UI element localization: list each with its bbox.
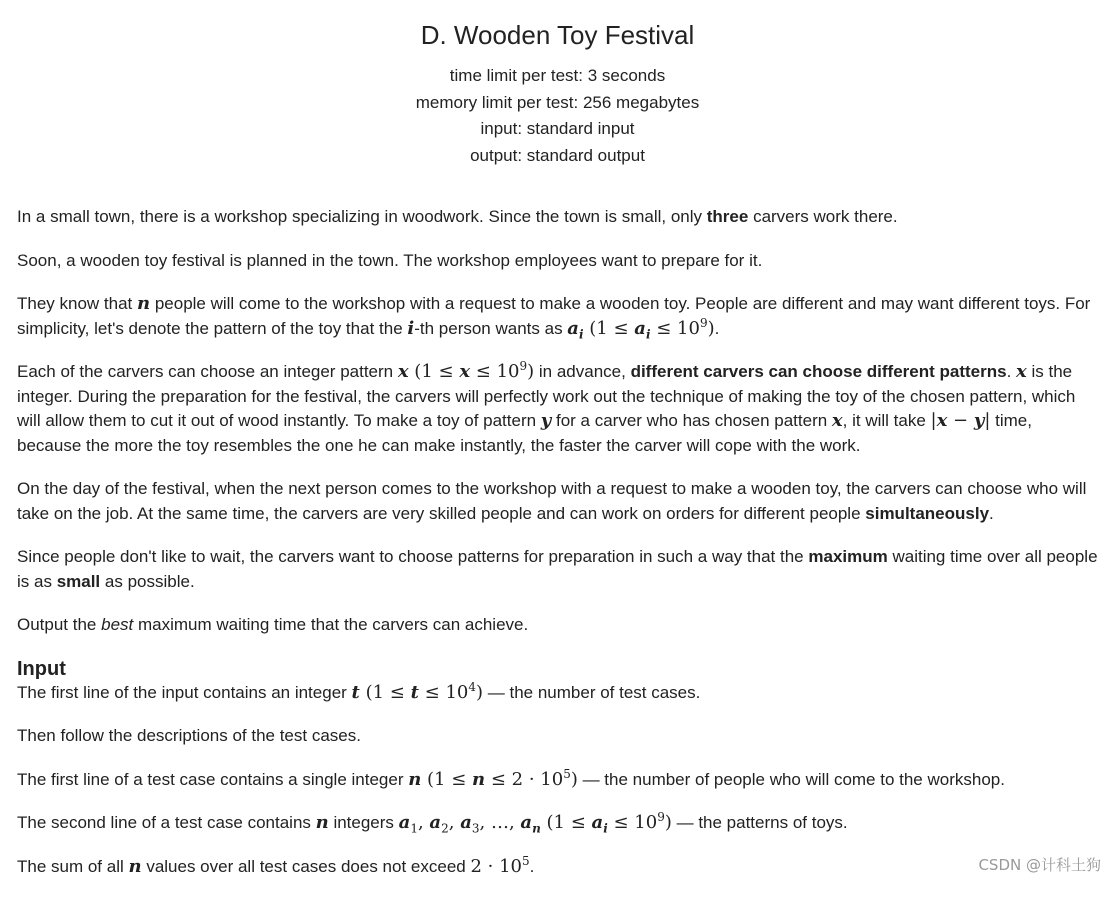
statement-paragraph-4: Each of the carvers can choose an integer pattern x $(1 \le x \le 10^9)$ in advance, different carvers can choose different patterns. x is the integer. During the preparation for the festival, the carvers will perfectly work out the technique of making the toy of the chosen pattern, which will allow them to cut it out of wood instantly. To make a toy of pattern y for a carver who has chosen pattern x, it will take |x − y| time, because the more the toy resembles the one he can make instantly, the faster the carver will cope with the work. [17, 359, 1076, 455]
csdn-watermark: CSDN @计科土狗 [978, 856, 1101, 874]
input-line-2: Then follow the descriptions of the test cases. [17, 726, 361, 745]
input-spec: input: standard input [480, 119, 635, 138]
statement-paragraph-2: Soon, a wooden toy festival is planned in the town. The workshop employees want to prepare for it. [17, 250, 763, 270]
problem-title: D. Wooden Toy Festival [420, 20, 695, 50]
statement-paragraph-5: On the day of the festival, when the next person comes to the workshop with a request to make a wooden toy, the carvers can choose who will take on the job. At the same time, the carvers are very skilled people and can work on orders for different people simultaneously. [17, 479, 1087, 523]
input-line-3: The first line of a test case contains a single integer n $(1 \le n \le 2 \cdot 10^5)$ — the number of people who will come to the workshop. [17, 766, 1005, 790]
statement-paragraph-6: Since people don't like to wait, the carvers want to choose patterns for preparation in such a way that the maximum waiting time over all people is as small as possible. [17, 547, 1098, 591]
problem-limits [0, 63, 1115, 169]
problem-statement [17, 205, 1098, 898]
statement-paragraph-3: They know that n people will come to the workshop with a request to make a wooden toy. People are different and may want different toys. For simplicity, let's denote the pattern of the toy that the i-th person wants as $a_i$ $(1 \le a_i \le 10^9)$. [17, 293, 1091, 342]
problem-header [0, 20, 1115, 169]
input-line-5: The sum of all n values over all test cases does not exceed $2 \cdot 10^5$. [17, 853, 535, 877]
output-spec: output: standard output [470, 145, 645, 165]
memory-limit: memory limit per test: 256 megabytes [415, 92, 700, 112]
input-heading: Input [17, 657, 66, 680]
statement-paragraph-1: In a small town, there is a workshop specializing in woodwork. Since the town is small, only three carvers work there. [17, 207, 898, 226]
input-line-4: The second line of a test case contains n integers $a_1$, $a_2$, $a_3$, …, $a_n$ $(1 \le a_i \le 10^9)$ — the patterns of toys. [17, 810, 848, 836]
time-limit: time limit per test: 3 seconds [449, 66, 666, 85]
statement-paragraph-7: Output the best maximum waiting time that the carvers can achieve. [17, 615, 529, 634]
input-line-1: The first line of the input contains an integer t $(1 \le t \le 10^4)$ — the number of test cases. [17, 679, 701, 703]
